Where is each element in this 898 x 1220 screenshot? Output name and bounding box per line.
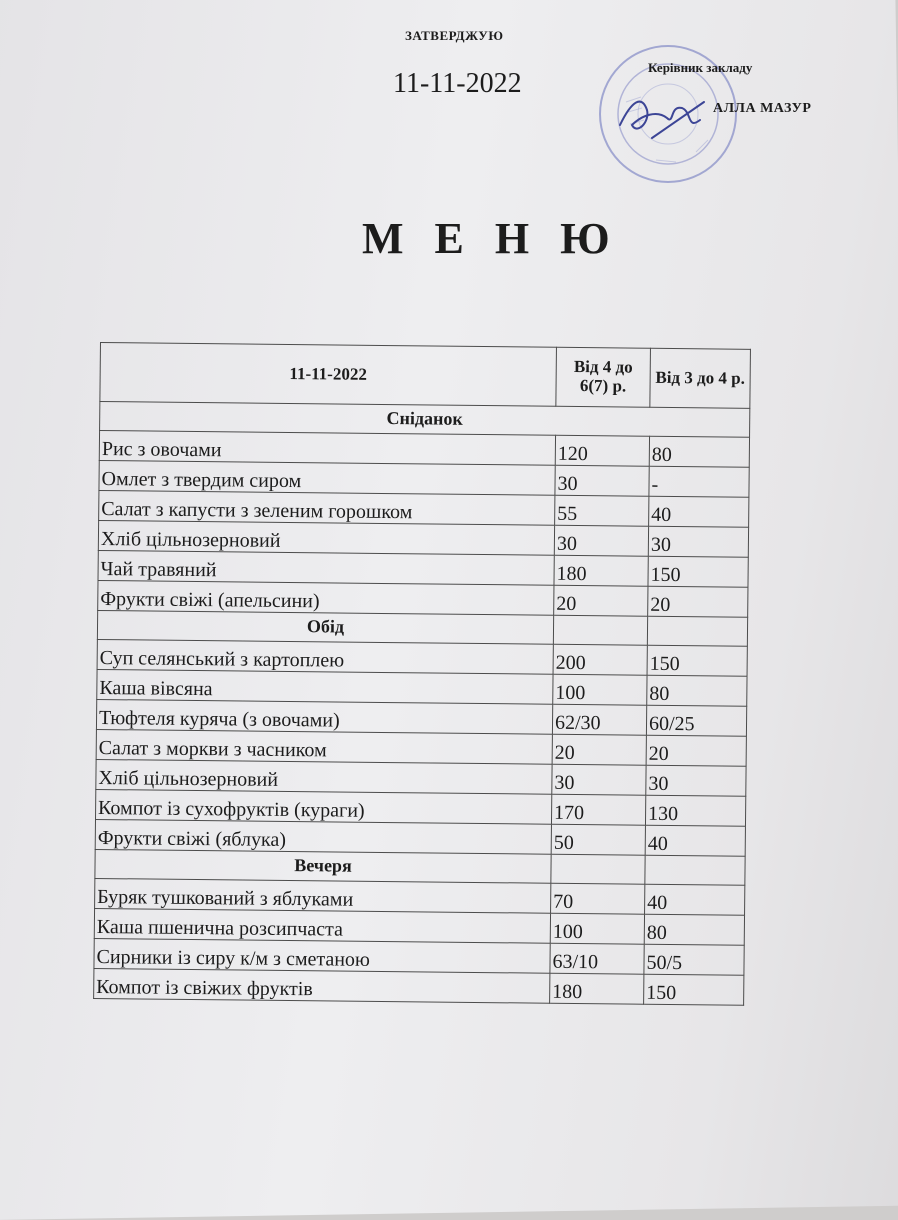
portion-4-6: 20: [552, 734, 646, 765]
dish-name: Сирники із сиру к/м з сметаною: [94, 938, 550, 973]
portion-3-4: 80: [649, 436, 749, 467]
portion-4-6: 120: [555, 435, 649, 466]
empty-cell-a: [553, 615, 647, 645]
portion-4-6: 180: [550, 973, 644, 1004]
table-row: [94, 968, 744, 1005]
section-name: Обід: [97, 610, 553, 644]
empty-cell-b: [647, 616, 747, 646]
dish-name: Фрукти свіжі (яблука): [95, 819, 551, 854]
dish-name: Суп селянський з картоплею: [97, 639, 553, 674]
header-date: 11-11-2022: [100, 343, 557, 407]
portion-4-6: 63/10: [550, 943, 644, 974]
dish-name: Салат з капусти з зеленим горошком: [99, 490, 555, 525]
portion-4-6: 20: [554, 585, 648, 616]
portion-3-4: 150: [644, 974, 744, 1005]
empty-cell-b: [645, 855, 745, 885]
section-name: Вечеря: [95, 849, 551, 883]
portion-4-6: 30: [554, 525, 648, 556]
table-header-row: [100, 343, 751, 409]
dish-name: Тюфтеля куряча (з овочами): [96, 699, 552, 734]
portion-4-6: 200: [553, 644, 647, 675]
portion-3-4: -: [649, 466, 749, 497]
portion-3-4: 130: [645, 795, 745, 826]
head-name: АЛЛА МАЗУР: [713, 101, 812, 116]
portion-3-4: 40: [645, 884, 745, 915]
dish-name: Омлет з твердим сиром: [99, 460, 555, 495]
section-name: Сніданок: [100, 402, 750, 438]
portion-4-6: 100: [553, 674, 647, 705]
dish-name: Фрукти свіжі (апельсини): [98, 580, 554, 615]
approval-label: ЗАТВЕРДЖУЮ: [405, 28, 504, 43]
portion-3-4: 60/25: [646, 705, 746, 736]
portion-3-4: 80: [647, 675, 747, 706]
portion-3-4: 20: [646, 735, 746, 766]
signature: [612, 80, 712, 150]
portion-3-4: 40: [649, 496, 749, 527]
portion-4-6: 70: [551, 883, 645, 914]
portion-3-4: 50/5: [644, 944, 744, 975]
dish-name: Чай травяний: [98, 550, 554, 585]
approval-date: 11-11-2022: [393, 68, 522, 99]
portion-3-4: 150: [648, 556, 748, 587]
portion-4-6: 180: [554, 555, 648, 586]
portion-4-6: 100: [550, 913, 644, 944]
dish-name: Каша вівсяна: [97, 669, 553, 704]
portion-4-6: 30: [552, 764, 646, 795]
dish-name: Компот із сухофруктів (кураги): [95, 789, 551, 824]
portion-3-4: 30: [648, 526, 748, 557]
empty-cell-a: [551, 854, 645, 884]
portion-4-6: 30: [555, 465, 649, 496]
portion-3-4: 40: [645, 825, 745, 856]
dish-name: Салат з моркви з часником: [96, 729, 552, 764]
portion-4-6: 170: [551, 794, 645, 825]
dish-name: Буряк тушкований з яблуками: [95, 878, 551, 913]
header-age-4-6: Від 4 до 6(7) р.: [556, 347, 651, 407]
dish-name: Компот із свіжих фруктів: [94, 968, 550, 1003]
header-age-3-4: Від 3 до 4 р.: [650, 348, 751, 408]
portion-3-4: 80: [644, 914, 744, 945]
portion-4-6: 55: [555, 495, 649, 526]
portion-3-4: 20: [648, 586, 748, 617]
portion-3-4: 150: [647, 645, 747, 676]
dish-name: Рис з овочами: [99, 431, 555, 466]
head-title: Керівник закладу: [648, 60, 753, 75]
dish-name: Хліб цільнозерновий: [98, 520, 554, 555]
dish-name: Каша пшенична розсипчаста: [94, 908, 550, 943]
page-title: М Е Н Ю: [362, 214, 620, 263]
menu-table: [93, 342, 751, 1006]
portion-3-4: 30: [646, 765, 746, 796]
portion-4-6: 50: [551, 824, 645, 855]
portion-4-6: 62/30: [552, 704, 646, 735]
dish-name: Хліб цільнозерновий: [96, 759, 552, 794]
